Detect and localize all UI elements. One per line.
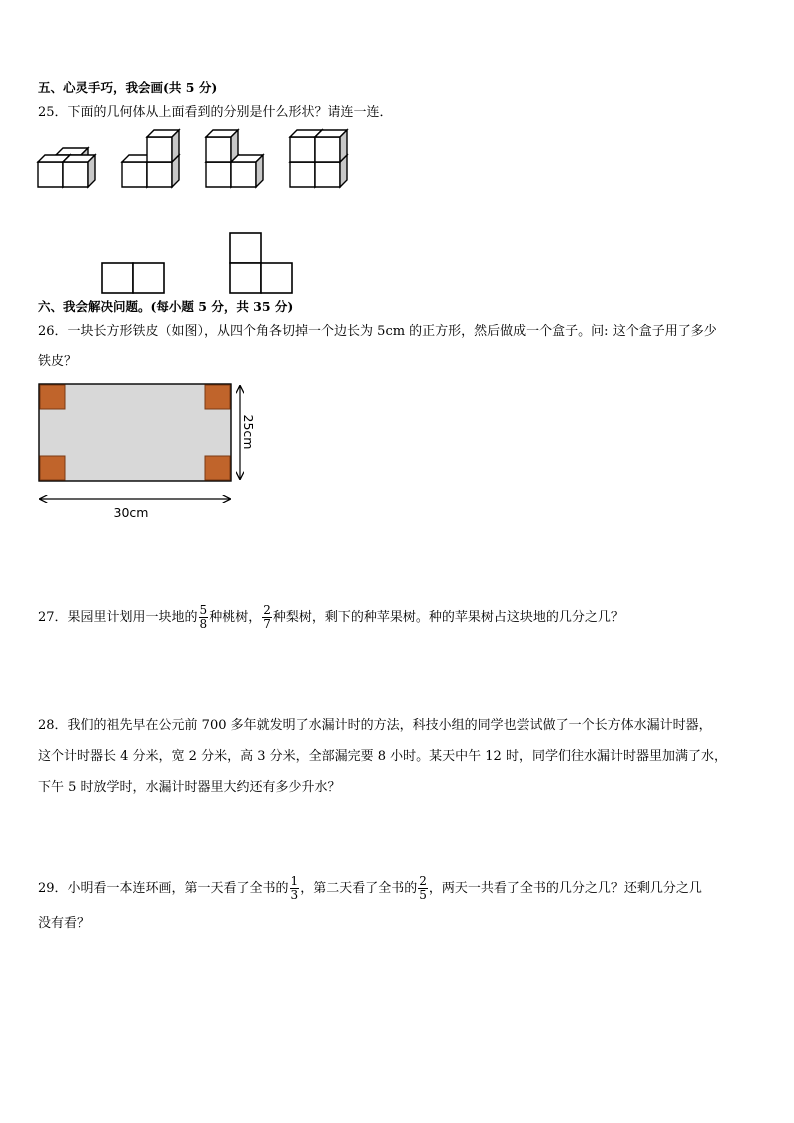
- solid-b: [122, 130, 179, 187]
- fraction-denominator: 7: [263, 617, 271, 631]
- question-28-line-2: 这个计时器长 4 分米，宽 2 分米，高 3 分米，全部漏完要 8 小时。某天中午 12 时，同学们往水漏计时器里加满了水，: [38, 749, 727, 764]
- question-28-line-1: 28．我们的祖先早在公元前 700 多年就发明了水漏计时的方法，科技小组的同学也尝试做了一个长方体水漏计时器，: [38, 718, 712, 733]
- question-25-views: [98, 230, 298, 296]
- question-27: [38, 604, 624, 631]
- fraction-numerator: 5: [199, 603, 208, 617]
- fraction-denominator: 8: [199, 617, 208, 631]
- question-25-text: 25．下面的几何体从上面看到的分别是什么形状？请连一连．: [38, 105, 393, 120]
- fraction-2-5: [418, 875, 428, 902]
- question-26-line-1: 26．一块长方形铁皮（如图），从四个角各切掉一个边长为 5cm 的正方形，然后做成一个盒子。问: 这个盒子用了多少: [38, 324, 717, 339]
- question-27-text-a: 27．果园里计划用一块地的: [38, 610, 198, 625]
- question-29-text-b: ，第二天看了全书的: [300, 881, 418, 896]
- solid-a: [38, 148, 95, 187]
- question-25-solids: [36, 124, 356, 192]
- question-27-text-c: 种梨树，剩下的种苹果树。种的苹果树占这块地的几分之几？: [272, 610, 624, 625]
- fraction-denominator: 3: [290, 888, 299, 902]
- fraction-2-7: [262, 604, 272, 631]
- section-6-heading: 六、我会解决问题。(每小题 5 分，共 35 分): [38, 299, 294, 314]
- question-26-figure: [34, 378, 270, 524]
- view-two-in-row: [102, 263, 164, 293]
- question-28-line-3: 下午 5 时放学时，水漏计时器里大约还有多少升水？: [38, 780, 341, 795]
- iron-sheet: [39, 384, 231, 481]
- question-27-text-b: 种桃树，: [209, 610, 262, 625]
- height-label: 25cm: [241, 414, 256, 450]
- question-26-line-2: 铁皮？: [38, 354, 78, 369]
- cut-corner-top-left: [40, 385, 65, 409]
- question-29: [38, 875, 702, 902]
- question-29-text-a: 29．小明看一本连环画，第一天看了全书的: [38, 881, 289, 896]
- cut-corner-bottom-left: [40, 456, 65, 480]
- fraction-numerator: 1: [290, 874, 299, 888]
- fraction-numerator: 2: [419, 874, 427, 888]
- width-label: 30cm: [113, 505, 149, 520]
- solid-d: [290, 130, 347, 187]
- cut-corner-top-right: [205, 385, 230, 409]
- question-29-line-2: 没有看？: [38, 916, 91, 931]
- solid-c: [206, 130, 263, 187]
- fraction-denominator: 5: [419, 888, 427, 902]
- section-5-heading: 五、心灵手巧，我会画(共 5 分): [38, 80, 218, 95]
- question-29-text-c: ，两天一共看了全书的几分之几？还剩几分之几: [428, 881, 702, 896]
- fraction-5-8: [199, 604, 209, 631]
- fraction-1-3: [290, 875, 300, 902]
- cut-corner-bottom-right: [205, 456, 230, 480]
- fraction-numerator: 2: [263, 603, 271, 617]
- view-l-shape: [230, 233, 292, 293]
